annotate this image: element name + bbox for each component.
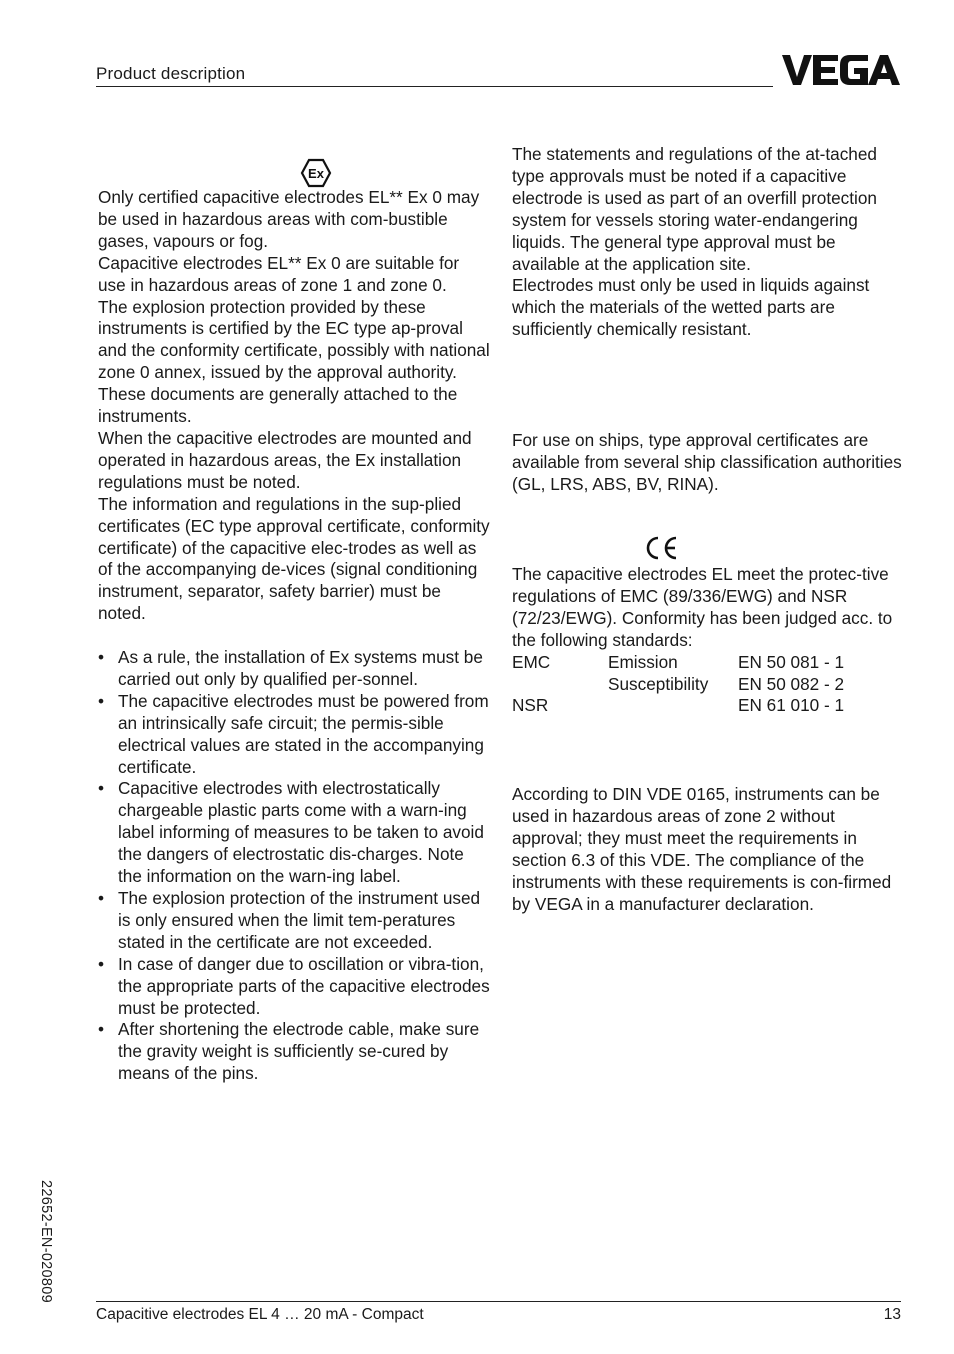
approval-section (512, 144, 904, 341)
footer-rule (96, 1301, 901, 1302)
table-cell: Susceptibility (608, 673, 709, 694)
list-item: • The explosion protection of the instrument used is only ensured when the limit tem-peratures stated in the certificate are not exceeded. (98, 888, 490, 954)
list-item: • In case of danger due to oscillation or vibra-tion, the appropriate parts of the capacitive electrodes must be protected. (98, 954, 490, 1020)
table-row (512, 652, 844, 674)
paragraph: According to DIN VDE 0165, instruments can be used in hazardous areas of zone 2 without approval; they must meet the requirements in section 6.3 of this VDE. The compliance of the instruments with these requirements is con-firmed by VEGA in a manufacturer declaration. (512, 784, 892, 914)
paragraph: The information and regulations in the sup-plied certificates (EC type approval certificate, conformity certificate) of the capacitive elec-trodes as well as of the accompanying de-vices (signal conditioning instrument, separator, safety barrier) must be noted. (98, 493, 490, 624)
section-title: Product description (96, 64, 246, 83)
table-cell: Emission (608, 651, 678, 672)
left-column (98, 187, 490, 1085)
footer-title: Capacitive electrodes EL 4 … 20 mA - Compact (96, 1306, 424, 1323)
paragraph: The explosion protection provided by these instruments is certified by the EC type ap-proval and the conformity certificate, possibly with national zone 0 annex, issued by the approval authority. These documents are generally attached to the instruments. (98, 296, 490, 427)
ce-section (512, 564, 904, 717)
header-rule (96, 86, 773, 87)
page-number: 13 (883, 1306, 901, 1323)
standards-table (512, 652, 844, 718)
vega-logo (782, 53, 902, 92)
table-cell: EN 50 082 - 2 (738, 673, 845, 694)
paragraph: Electrodes must only be used in liquids against which the materials of the wetted parts are sufficiently chemically resistant. (512, 275, 870, 340)
table-cell: EN 61 010 - 1 (738, 695, 845, 716)
list-item: • The capacitive electrodes must be powered from an intrinsically safe circuit; the permis-sible electrical values are stated in the accompanying certificate. (98, 691, 490, 779)
table-cell (512, 674, 608, 696)
table-row (512, 695, 844, 717)
paragraph: Only certified capacitive electrodes EL** Ex 0 may be used in hazardous areas with com-bustible gases, vapours or fog. (98, 187, 480, 251)
table-cell (608, 695, 738, 717)
safety-bullet-list (98, 647, 490, 1085)
table-cell: EMC (512, 651, 551, 672)
zone2-section (512, 784, 904, 915)
list-item: • Capacitive electrodes with electrostatically chargeable plastic parts come with a warn-ing label informing of measures to be taken to avoid the dangers of electrostatic dis-charges. Note the information on the warn-ing label. (98, 778, 490, 888)
list-item: • After shortening the electrode cable, make sure the gravity weight is sufficiently se-cured by means of the pins. (98, 1019, 490, 1085)
paragraph: For use on ships, type approval certificates are available from several ship classification authorities (GL, LRS, ABS, BV, RINA). (512, 430, 902, 494)
ce-mark-icon (643, 535, 679, 566)
table-row (512, 674, 844, 696)
paragraph: The capacitive electrodes EL meet the protec-tive regulations of EMC (89/336/EWG) and NSR (72/23/EWG). Conformity has been judged acc. to the following standards: (512, 564, 893, 650)
paragraph: When the capacitive electrodes are mounted and operated in hazardous areas, the Ex installation regulations must be noted. (98, 427, 472, 492)
table-cell: NSR (512, 695, 549, 716)
list-item: • As a rule, the installation of Ex systems must be carried out only by qualified per-sonnel. (98, 647, 490, 691)
table-cell: EN 50 081 - 1 (738, 651, 845, 672)
paragraph: The statements and regulations of the at-tached type approvals must be noted if a capacitive electrode is used as part of an overfill protection system for vessels storing water-endangering liquids. The general type approval must be available at the application site. (512, 144, 877, 274)
paragraph: Capacitive electrodes EL** Ex 0 are suitable for use in hazardous areas of zone 1 and zone 0. (98, 252, 460, 295)
svg-text:Ex: Ex (308, 166, 324, 181)
document-code: 22652-EN-020809 (38, 1180, 54, 1304)
ships-section (512, 430, 904, 496)
